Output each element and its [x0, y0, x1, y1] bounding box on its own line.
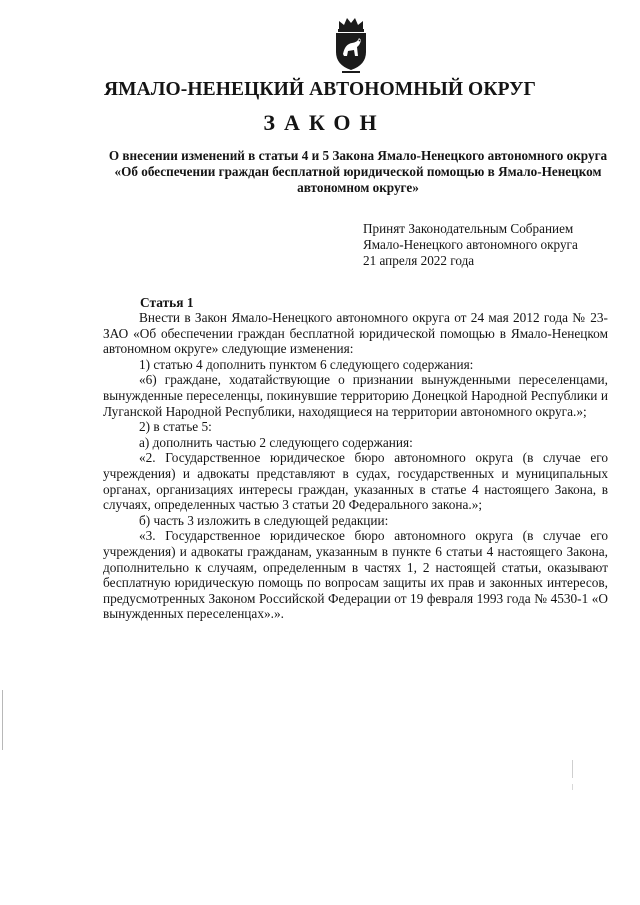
scan-mark — [572, 760, 573, 778]
article-paragraph: а) дополнить частью 2 следующего содержания: — [139, 434, 413, 450]
article-paragraph: 2) в статье 5: — [139, 419, 212, 435]
article-paragraph: 1) статью 4 дополнить пунктом 6 следующего содержания: — [139, 356, 474, 372]
article-paragraph: б) часть 3 изложить в следующей редакции: — [139, 512, 389, 528]
article-body — [103, 310, 608, 622]
coat-of-arms-icon — [327, 14, 375, 74]
article-paragraph: «6) граждане, ходатайствующие о признании вынужденными переселенцами, вынужденные переселенцы, покинувшие территорию Донецкой Народной Республики и Луганской Народной Республики, находящиеся на территории автономного округа.»; — [103, 372, 608, 419]
scan-mark — [2, 690, 3, 750]
document-type-heading: ЗАКОН — [263, 110, 386, 135]
adoption-line-2: Ямало-Ненецкого автономного округа — [363, 237, 578, 252]
article-paragraph: «3. Государственное юридическое бюро автономного округа (в случае его учреждения) и адвокаты гражданам, указанным в пункте 6 статьи 4 настоящего Закона, дополнительно к случаям, определенным в частях 1, 2 настоящей статьи, оказывают бесплатную юридическую помощь по вопросам защиты их прав и законных интересов, предусмотренных Законом Российской Федерации от 19 февраля 1993 года № 4530-1 «О вынужденных переселенцах».». — [103, 528, 608, 622]
adoption-date: 21 апреля 2022 года — [363, 253, 475, 268]
article-paragraph: Внести в Закон Ямало-Ненецкого автономного округа от 24 мая 2012 года № 23-ЗАО «Об обеспечении граждан бесплатной юридической помощью в Ямало-Ненецком автономном округе» следующие изменения: — [103, 310, 608, 357]
law-title: О внесении изменений в статьи 4 и 5 Закона Ямало-Ненецкого автономного округа «Об обеспечении граждан бесплатной юридической помощью в Ямало-Ненецком автономном округе» — [108, 148, 608, 195]
adoption-line-1: Принят Законодательным Собранием — [363, 221, 574, 236]
scan-mark — [572, 784, 573, 790]
adoption-note — [363, 221, 578, 269]
region-name: ЯМАЛО-НЕНЕЦКИЙ АВТОНОМНЫЙ ОКРУГ — [103, 79, 537, 100]
article-paragraph: «2. Государственное юридическое бюро автономного округа (в случае его учреждения) и адвокаты представляют в судах, государственных и муниципальных органах, организациях интересы граждан, указанных в статье 4 настоящего Закона, в случаях, определенных частью 3 статьи 20 Федерального закона.»; — [103, 450, 608, 513]
article-heading: Статья 1 — [140, 295, 194, 310]
